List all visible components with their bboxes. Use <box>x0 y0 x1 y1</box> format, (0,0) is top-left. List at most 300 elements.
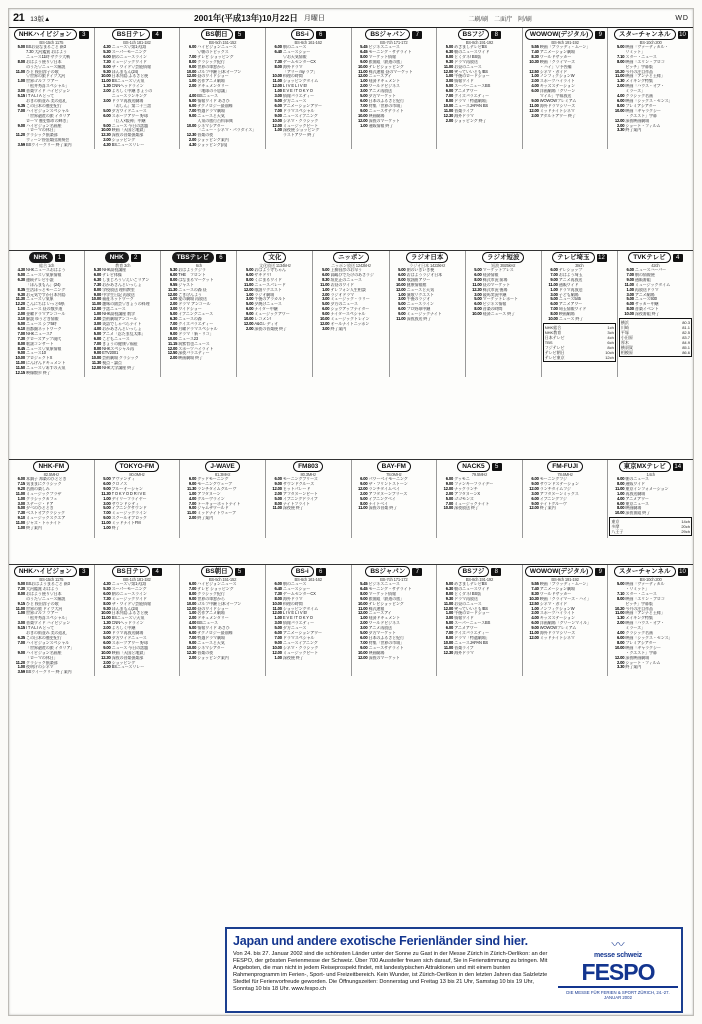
program-title: 深夜映画劇場 <box>625 118 650 123</box>
program-time: 12.50 <box>167 350 178 356</box>
channel-frequency-note: 総合 1ch <box>39 263 55 268</box>
channel-header[interactable] <box>96 29 179 40</box>
channel-column[interactable] <box>608 460 693 538</box>
program-title: ミュージックワイド <box>111 596 147 601</box>
program-title: ミュージックアワー <box>254 312 290 317</box>
channel-column[interactable] <box>95 460 181 538</box>
channel-header[interactable] <box>181 461 264 472</box>
channel-column[interactable] <box>542 251 618 377</box>
channel-frequency-note: 短波 3925kHz <box>491 263 516 268</box>
program-time: 1.00 <box>445 73 454 79</box>
program-time: 2.00 <box>445 117 454 123</box>
program-title: ▽世界の旅ドイツ大河 <box>26 74 66 79</box>
program-time: 5.00 <box>103 107 111 113</box>
program-time: 5.30 <box>103 48 111 54</box>
program-time: 3.00 <box>322 325 330 331</box>
program-time: 10.00 <box>186 68 197 74</box>
program-time: 8.00 <box>360 53 368 59</box>
program-time: 1.00 <box>445 610 454 616</box>
program-time: 8.00 <box>169 325 178 331</box>
advertisement-fespo[interactable] <box>225 927 683 1013</box>
program-title: ニュースアイ <box>368 611 392 616</box>
program-time: 6.00 <box>274 630 282 636</box>
channel-name: NHK <box>29 252 53 263</box>
program-time: 4.30 <box>103 142 111 148</box>
program-title: 日本列島 ふるさと便 <box>111 74 149 79</box>
channel-name: NHK <box>105 252 129 263</box>
program-title: アダルトアワー 終了 <box>539 113 576 118</box>
program-title: ニュース▽気象 <box>26 297 54 302</box>
program-time: 2.00 <box>531 610 539 616</box>
program-title: 音楽ワイド ハイビジョン <box>26 89 71 94</box>
channel-column[interactable] <box>352 460 438 538</box>
program-title: 海外ドラマ <box>282 596 303 601</box>
frequency-value: 3ch <box>607 329 614 335</box>
program-time: 7.00 <box>445 630 454 636</box>
program-title: ヒットパレード <box>282 486 311 491</box>
channel-number-badge: 4 <box>152 31 162 39</box>
program-title: E V E ! T O K Y O <box>282 89 313 94</box>
program-time: 9.00 <box>245 311 254 317</box>
channel-frequency-note: 78.6MHz <box>557 472 573 477</box>
channel-column[interactable] <box>266 460 352 538</box>
program-time: 3.00 <box>626 291 634 297</box>
program-title: クラシック倶楽部 <box>26 660 58 665</box>
program-time: 5.00 <box>17 581 25 586</box>
frequency-label: 小田原 <box>620 335 633 341</box>
channel-column[interactable] <box>180 460 266 538</box>
program-title: ナックランチ <box>454 486 478 491</box>
program-title: 夕焼けニュース <box>254 302 282 307</box>
program-time: 1.00 <box>274 88 282 94</box>
program-title: サッカー中継 <box>634 302 659 307</box>
program-title: NHKスペシャル再 <box>102 346 134 351</box>
program-title: ミッドナイトFM <box>111 521 141 526</box>
channel-column[interactable] <box>180 565 266 676</box>
program-time: 3.30 <box>617 664 625 670</box>
program-time: 12.00 <box>243 286 254 292</box>
program-title: ジャムザワールド <box>197 506 229 511</box>
frequency-value: 10ch <box>605 349 614 355</box>
program-time: 10.20 <box>614 605 625 611</box>
channel-column[interactable] <box>437 565 523 676</box>
program-time: 12.00 <box>358 485 368 491</box>
program-title: 演歌リクエスト <box>406 292 434 297</box>
program-time: 8.00 <box>17 590 25 596</box>
program-title: 解説 ゆうどき情報 <box>26 317 59 322</box>
channel-column[interactable] <box>180 28 266 149</box>
program-time: 9.00 <box>93 350 102 356</box>
program-time: 6.10 <box>17 325 25 331</box>
program-time: 1.00 <box>245 291 254 297</box>
program-title: 深夜番組 終了 <box>625 511 651 516</box>
channel-header[interactable] <box>10 29 93 40</box>
channel-header[interactable] <box>353 566 436 577</box>
channel-column[interactable] <box>523 28 609 149</box>
program-title: ショウアップナイター <box>330 307 370 312</box>
program-time: 9.00 <box>360 480 368 486</box>
program-time: 10.00 <box>358 649 368 655</box>
program-title: NHK高校講座 <box>102 268 127 272</box>
frequency-value: 1ch <box>607 324 614 330</box>
program-title: アニメ再放送 <box>558 277 583 282</box>
channel-header[interactable] <box>162 252 235 263</box>
channel-name: BSジャパン <box>365 29 410 40</box>
channel-header[interactable] <box>10 566 93 577</box>
program-title: ニュースサテライト <box>368 645 404 650</box>
channel-column[interactable] <box>161 251 237 377</box>
channel-header[interactable] <box>438 29 521 40</box>
program-title: 映画劇場 終了 <box>178 356 203 361</box>
channel-column[interactable] <box>95 565 181 676</box>
program-list <box>267 477 350 511</box>
program-time: 1.00 <box>617 490 625 496</box>
program-time: 12.30 <box>443 112 454 118</box>
channel-header[interactable] <box>438 566 521 577</box>
program-title: ミュージック・ラリー <box>330 297 370 302</box>
program-time: 11.00 <box>443 63 454 69</box>
channel-number-badge: 2 <box>131 254 141 262</box>
program-title: 洋画劇場「グリーンマイル」 <box>539 621 591 626</box>
program-time: 12.00 <box>272 122 282 128</box>
program-title: スーパーモーニング <box>111 586 147 591</box>
program-title: 旅番組「鉄道の旅」 <box>368 596 404 601</box>
program-title: 音楽ライブ <box>454 645 474 650</box>
channel-column[interactable] <box>237 251 313 377</box>
edition-code: WD <box>675 14 689 22</box>
program-time: 9.00 <box>93 291 102 297</box>
program-title: 映画「天国と地獄」 <box>111 128 148 133</box>
program-list <box>96 582 179 670</box>
program-title: BSニュース▽天気 <box>111 616 145 621</box>
channel-number-badge: 8 <box>491 31 501 39</box>
program-title: 映画「クライマーズ・ハイ」 <box>539 596 591 601</box>
program-title: めざましテレビBS <box>454 45 487 49</box>
program-title: 埼玉情報ワイド <box>558 307 587 312</box>
program-title: スーパーニュースBS <box>454 84 491 89</box>
channel-column[interactable] <box>9 28 95 149</box>
program-time: 11.00 <box>320 281 330 287</box>
channel-frequency-note: 82.5MHz <box>43 472 59 477</box>
frequency-table <box>619 318 692 357</box>
program-time: 9.20 <box>17 485 25 491</box>
channel-header[interactable] <box>96 566 179 577</box>
program-title: 「世界遺産の旅 イタリア <box>26 113 71 118</box>
program-title: ▽朝のトピックス <box>197 49 229 54</box>
channel-header[interactable] <box>467 252 540 263</box>
program-time: 10.30 <box>529 595 539 601</box>
program-time: 12.00 <box>272 610 282 616</box>
program-time: 12.50 <box>529 68 539 74</box>
channel-header[interactable] <box>543 252 616 263</box>
frequency-label: 日本テレビ <box>544 334 565 340</box>
channel-column[interactable] <box>608 28 693 149</box>
program-time: 1.00 <box>274 615 282 621</box>
program-title: 世界ゴルフ ツアー <box>26 611 59 616</box>
program-time: 1.00 <box>398 291 406 297</box>
channel-number-badge: 6 <box>316 568 326 576</box>
channel-header[interactable] <box>353 29 436 40</box>
program-list <box>314 268 387 332</box>
program-time: 5.00 <box>617 581 625 586</box>
program-title: こどもニュース <box>102 336 130 341</box>
channel-column[interactable] <box>95 28 181 149</box>
program-time: 9.10 <box>17 515 25 521</box>
channel-header[interactable] <box>609 566 692 577</box>
program-time: 5.00 <box>188 625 197 631</box>
program-list <box>391 268 464 322</box>
program-time: 8.00 <box>445 53 454 59</box>
program-time: 9.00 <box>360 58 368 64</box>
program-title: 「松井秀喜スペシャル」 <box>26 616 70 621</box>
program-entry <box>524 636 607 641</box>
program-title: 筑紫哲也ニュース <box>178 341 210 346</box>
channel-column[interactable] <box>313 251 389 377</box>
program-title: くにまるワイド <box>254 277 282 282</box>
program-time: 9.30 <box>445 595 454 601</box>
program-time: 11.30 <box>167 286 178 292</box>
channel-column[interactable] <box>523 565 609 676</box>
channel-header[interactable] <box>267 29 350 40</box>
channel-name: BS日テレ <box>112 29 150 40</box>
program-title: ステージ・ドア <box>26 501 54 506</box>
program-time: 1.00 <box>93 311 102 317</box>
channel-frequency-note: BS-9ch 191-192 <box>551 40 579 45</box>
program-title: ニュースハーバー <box>634 268 667 272</box>
program-time: 7.00 <box>550 271 558 277</box>
program-time: 6.35 <box>17 102 25 108</box>
program-time: 5.00 <box>103 634 111 640</box>
program-entry <box>353 124 436 129</box>
program-time: 7.00 <box>274 634 282 640</box>
program-title: ニュースアイ <box>368 74 392 79</box>
program-list <box>524 45 607 119</box>
program-title: ニュースと天気 <box>197 113 225 118</box>
program-title: ・ハイ」▽予告編 <box>539 64 572 69</box>
program-title: ウィーン管弦楽団演奏会 <box>26 138 70 143</box>
program-time: 12.00 <box>272 485 282 491</box>
channel-column[interactable] <box>266 565 352 676</box>
program-time: 6.00 <box>531 620 539 626</box>
channel-column[interactable] <box>618 251 693 377</box>
program-title: ニュース 終了 <box>558 317 584 322</box>
program-title: お昼のニュース <box>454 601 482 606</box>
channel-column[interactable] <box>9 565 95 676</box>
program-title: 株式速報 <box>368 606 385 611</box>
program-title: 音楽ワイド ハイビジョン <box>26 621 71 626</box>
program-title: 朝のニュースワイド <box>454 49 490 54</box>
program-title: 映画劇場 <box>625 506 642 511</box>
frequency-value: 83.7 <box>682 335 690 341</box>
program-title: おかあさんといっしょ <box>102 282 142 287</box>
program-title: 深夜番組 終了 <box>634 312 660 317</box>
channel-header[interactable] <box>238 252 311 263</box>
ad-logo-subtitle: DIE MESSE FÜR FERIEN & SPORT ZÜRICH, 24.-27. JANUAR 2002 <box>566 990 670 1000</box>
program-title: 日本列島 ふるさと便 <box>111 611 149 616</box>
channel-column[interactable] <box>390 251 466 377</box>
program-title: ナイタースペシャル <box>330 312 366 317</box>
channel-header[interactable] <box>524 566 607 577</box>
ad-text-block <box>227 929 555 1011</box>
program-title: ワールドサッカー <box>539 54 572 59</box>
program-time: 7.00 <box>93 340 102 346</box>
program-time: 6.00 <box>398 271 406 277</box>
program-title: 生活ほっとモーニング <box>26 287 66 292</box>
channel-column[interactable] <box>608 565 693 676</box>
channel-column[interactable] <box>466 251 542 377</box>
channel-header[interactable] <box>314 252 387 263</box>
program-list <box>619 268 692 317</box>
program-title: マイル」字幕放送 <box>539 94 572 99</box>
channel-column[interactable] <box>9 251 85 377</box>
program-title: ニュース▽第1火(3) <box>111 45 146 49</box>
program-title: ワールドサッカー <box>539 591 572 596</box>
program-title: 映画「ハウス・オブ・ <box>625 84 665 89</box>
program-time: 12.15 <box>15 370 25 376</box>
program-title: アニメ劇場 <box>634 292 655 297</box>
program-time: 5.00 <box>398 301 406 307</box>
program-title: WOWOWプレミアム <box>539 98 577 103</box>
program-time: 10.30 <box>529 58 539 64</box>
channel-header[interactable] <box>524 461 607 472</box>
channel-name: NACK5 <box>457 461 489 472</box>
channel-name: NHKハイビジョン <box>14 566 77 577</box>
program-time: 6.00 <box>188 630 197 636</box>
program-title: 大河鑑賞 おはよう <box>26 586 59 591</box>
program-list <box>86 268 159 371</box>
program-title: 再放送ドラマ <box>634 287 659 292</box>
channel-column[interactable] <box>437 28 523 149</box>
program-title: 人気の旅行百科事典 <box>197 118 233 123</box>
program-title: 「松井秀喜スペシャル」 <box>26 84 70 89</box>
channel-header[interactable] <box>267 566 350 577</box>
program-time: 1.00 <box>188 490 197 496</box>
program-entry <box>86 366 159 371</box>
program-time: 7.00 <box>360 102 368 108</box>
channel-header[interactable] <box>353 461 436 472</box>
program-time: 5.00 <box>274 97 282 103</box>
program-title: よろしく中継 きょうの <box>111 89 153 94</box>
channel-header[interactable] <box>609 29 692 40</box>
program-time: 5.00 <box>445 620 454 626</box>
program-title: ドラマ再放送劇場 <box>111 98 144 103</box>
program-time: 7.00 <box>17 330 25 336</box>
program-time: 5.00 <box>445 495 454 501</box>
channel-name: スターチャンネル <box>614 29 676 40</box>
program-title: 垣花正のニュース <box>330 277 362 282</box>
channel-header[interactable] <box>181 566 264 577</box>
program-time: 9.00 <box>274 480 282 486</box>
frequency-label: 厚木 <box>620 340 629 346</box>
program-list <box>10 268 83 376</box>
channel-column[interactable] <box>9 460 95 538</box>
channel-number-badge: 7 <box>412 31 422 39</box>
program-title: ナイトフライト <box>282 501 310 506</box>
program-list <box>353 477 436 511</box>
channel-column[interactable] <box>523 460 609 538</box>
channel-column[interactable] <box>352 565 438 676</box>
program-title: 上柳昌彦のお早う <box>330 268 362 272</box>
frequency-label: TBS <box>544 339 553 345</box>
program-title: BSおはようまるごと 新3 <box>26 582 70 586</box>
program-title: ワールドビジネス <box>368 621 400 626</box>
ad-logo-wordmark: FESPO <box>581 959 655 985</box>
channel-header[interactable] <box>96 461 179 472</box>
channel-header[interactable] <box>438 461 521 472</box>
section-label-3: 阿/刷 <box>518 16 532 23</box>
program-time: 3.00 <box>245 296 254 302</box>
channel-column[interactable] <box>85 251 161 377</box>
program-title: スポーツアワー 野球 <box>111 113 148 118</box>
program-time: 11.00 <box>358 505 368 511</box>
program-entry <box>609 511 692 516</box>
program-title: スポーツハイライト <box>539 79 575 84</box>
channel-column[interactable] <box>266 28 352 149</box>
publication-date: 2001年(平成13年)10月22日 <box>193 13 298 23</box>
program-title: ニュース▽あすの天気 <box>26 366 66 371</box>
program-time: 11.00 <box>624 281 634 287</box>
program-time: 11.00 <box>615 73 625 79</box>
channel-column[interactable] <box>352 28 438 149</box>
program-time: 1.00 <box>626 286 634 292</box>
program-time: 9.00 <box>188 112 197 118</box>
program-time: 3.00 <box>445 78 454 84</box>
channel-number-badge: 1 <box>55 254 65 262</box>
channel-header[interactable] <box>391 252 464 263</box>
program-title: ザ・ワイド▽芸能情報 <box>111 64 151 69</box>
program-title: ・クエスト」字幕 <box>625 650 657 655</box>
channel-header[interactable] <box>181 29 264 40</box>
program-title: 終了案内 <box>26 526 42 531</box>
program-time: 2.00 <box>322 291 330 297</box>
program-title: 趣味の園芸▽きょうの料理 <box>102 302 150 307</box>
program-title: ランチタイムフジ <box>539 486 571 491</box>
channel-header[interactable] <box>86 252 159 263</box>
channel-header[interactable] <box>619 252 692 263</box>
program-title: 映画「アンナと王様」 <box>625 74 665 79</box>
program-title: 情報ワイド <box>454 616 474 621</box>
program-time: 7.30 <box>17 585 25 591</box>
program-time: 7.10 <box>617 53 625 59</box>
program-time: 8.30 <box>531 53 539 59</box>
program-time: 12.00 <box>167 345 178 351</box>
program-title: メイキング特集 <box>625 79 653 84</box>
program-list <box>267 45 350 138</box>
program-time: 8.00 <box>274 500 282 506</box>
channel-number-badge: 9 <box>595 568 605 576</box>
channel-header[interactable] <box>10 461 93 472</box>
channel-frequency-note: BS-7ch 171-172 <box>380 40 408 45</box>
program-title: 深夜映画劇場 <box>625 655 650 660</box>
channel-header[interactable] <box>524 29 607 40</box>
program-title: スター・ニュース <box>625 591 657 596</box>
frequency-label: フジテレビ <box>544 344 565 350</box>
program-title: テレビ ショッピング <box>197 54 234 59</box>
channel-column[interactable] <box>437 460 523 538</box>
program-title: おはようラジオ日本 <box>406 272 443 277</box>
channel-name: BAY-FM <box>377 461 411 472</box>
channel-header[interactable] <box>10 252 83 263</box>
program-title: 芸術劇場 クラシック <box>102 356 139 361</box>
program-title: 海外ドラマ <box>454 650 474 655</box>
program-time: 7.00 <box>169 320 178 326</box>
program-time: 9.00 <box>274 112 282 118</box>
channel-header[interactable] <box>609 461 692 472</box>
program-title: 海外ドラマ <box>454 113 474 118</box>
program-title: テレフォン人生相談 <box>330 287 366 292</box>
channel-header[interactable] <box>267 461 350 472</box>
program-time: 8.00 <box>17 340 25 346</box>
